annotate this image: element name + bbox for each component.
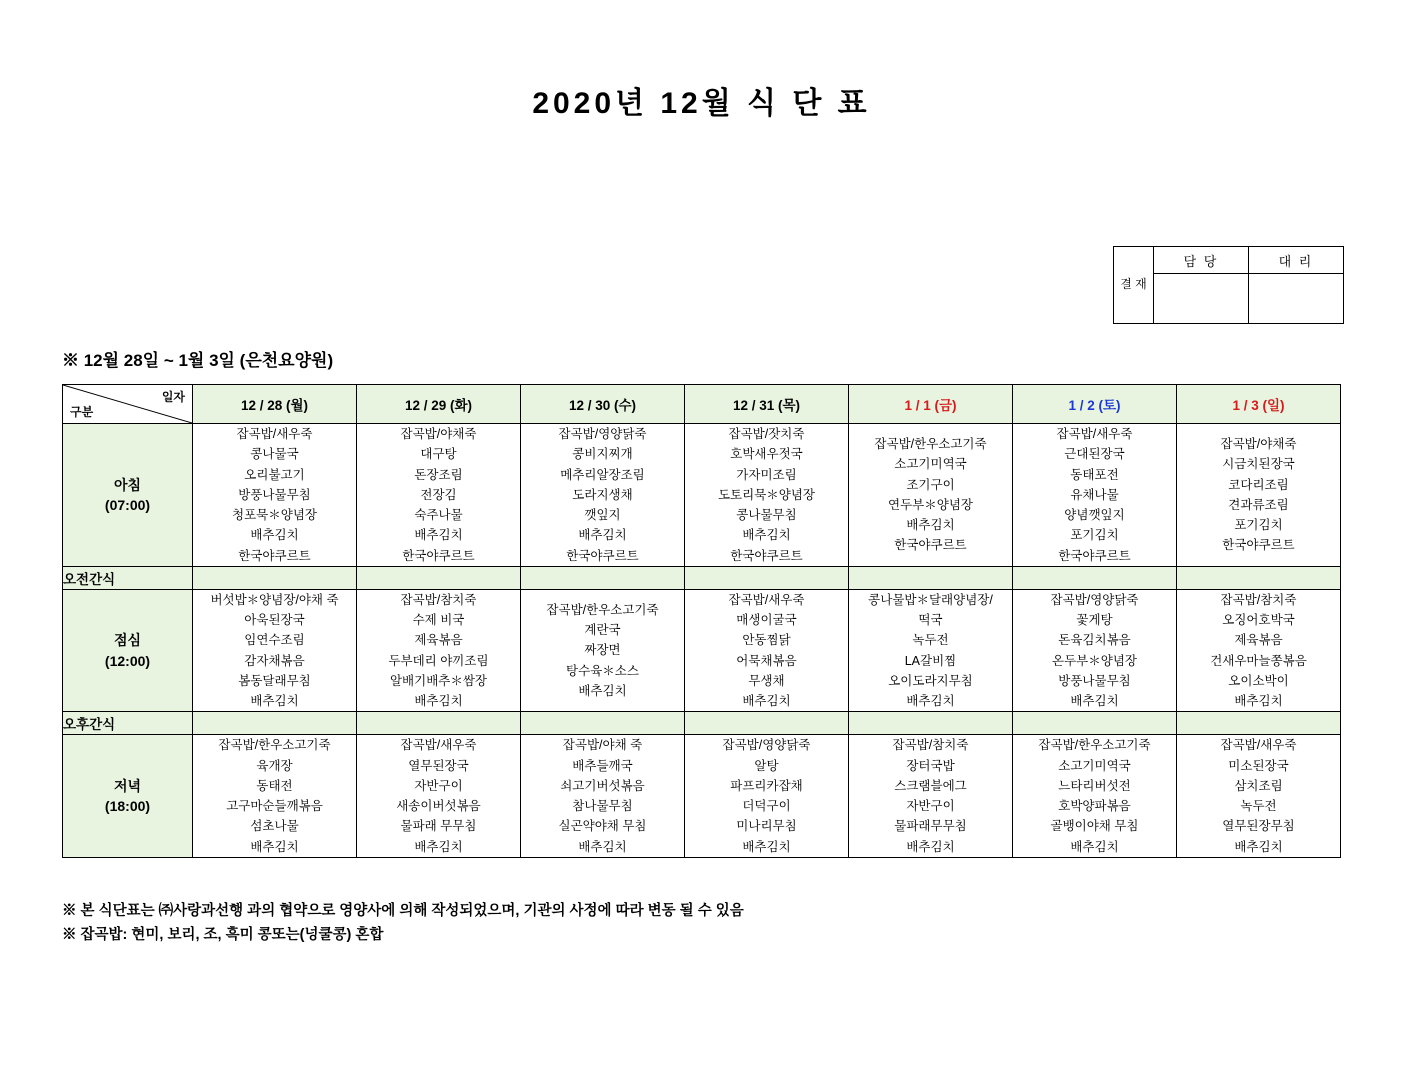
- menu-item: 잡곡밥/잣치죽: [728, 427, 805, 441]
- menu-cell: [1177, 735, 1341, 858]
- menu-item: 잡곡밥/한우소고기죽: [1038, 738, 1151, 753]
- week-range-label: ※ 12월 28일 ~ 1월 3일 (은천요양원): [62, 351, 334, 370]
- menu-cell: [849, 589, 1013, 712]
- menu-item: 콩나물밥＊달래양념장/: [868, 592, 993, 607]
- menu-item: 배추김치: [742, 839, 791, 854]
- menu-item: 조기구이: [906, 477, 955, 492]
- snack-cell: [521, 712, 685, 735]
- menu-item: 녹두전: [1240, 799, 1277, 813]
- menu-cell: [685, 589, 849, 712]
- menu-item: 유채나물: [1070, 487, 1119, 502]
- menu-item: 배추김치: [414, 839, 463, 854]
- menu-cell: [849, 735, 1013, 858]
- menu-cell: [521, 424, 685, 567]
- snack-cell: [521, 566, 685, 589]
- approval-column-header: 대 리: [1249, 247, 1343, 274]
- page-title: 2020년 12월 식 단 표: [532, 87, 871, 120]
- menu-item: 제육볶음: [414, 633, 463, 648]
- menu-item: 호박양파볶음: [1058, 799, 1131, 813]
- approval-signature-area[interactable]: [1249, 274, 1343, 323]
- menu-item: 잡곡밥/참치죽: [892, 738, 969, 753]
- menu-item: 새송이버섯볶음: [396, 799, 481, 813]
- menu-item: 포기김치: [1070, 528, 1119, 543]
- day-header-6: 1 / 3 (일): [1177, 385, 1341, 424]
- menu-item: 근대된장국: [1064, 447, 1125, 462]
- menu-item: 배추김치: [906, 839, 955, 854]
- menu-item: 배추김치: [1234, 694, 1283, 708]
- day-header-4: 1 / 1 (금): [849, 385, 1013, 424]
- menu-item: 한국야쿠르트: [566, 548, 639, 563]
- table-header-row: [63, 385, 1341, 424]
- menu-item: 한국야쿠르트: [1058, 548, 1131, 563]
- snack-row: [63, 712, 1341, 735]
- menu-item: 자반구이: [906, 799, 955, 813]
- menu-item: 숙주나물: [414, 508, 463, 522]
- menu-item: 오징어호박국: [1222, 613, 1295, 627]
- menu-item: 한국야쿠르트: [402, 548, 475, 563]
- menu-item: 잡곡밥/영양닭죽: [722, 738, 811, 753]
- menu-item: 미나리무침: [736, 819, 797, 834]
- menu-item: 잡곡밥/야채죽: [1220, 437, 1297, 452]
- menu-item: 제육볶음: [1234, 633, 1283, 648]
- table-body: [63, 424, 1341, 858]
- meal-time: (07:00): [104, 496, 151, 513]
- menu-cell: [521, 589, 685, 712]
- approval-column-deputy: [1248, 247, 1343, 323]
- menu-document-page: [0, 78, 1403, 1070]
- menu-item: 감자채볶음: [244, 653, 305, 668]
- menu-item: 무생채: [748, 673, 785, 688]
- menu-item: 배추김치: [742, 528, 791, 543]
- day-header-1: 12 / 29 (화): [357, 385, 521, 424]
- footnote-0: ※ 본 식단표는 ㈜사랑과선행 과의 협약으로 영양사에 의해 작성되었으며, 기관의 사정에 따라 변동 될 수 있음: [62, 903, 744, 919]
- menu-item: 두부데리 야끼조림: [388, 653, 489, 668]
- menu-item: 한국야쿠르트: [730, 548, 803, 563]
- meal-name: 저녁: [113, 777, 142, 794]
- approval-columns: [1154, 247, 1343, 323]
- meal-row-label: [63, 424, 193, 567]
- menu-item: 도라지생채: [572, 487, 633, 502]
- snack-cell: [1177, 566, 1341, 589]
- weekly-menu-table: [62, 384, 1341, 858]
- approval-signature-area[interactable]: [1154, 274, 1248, 323]
- menu-item: 어묵채볶음: [736, 653, 797, 668]
- menu-item: 매생이굴국: [736, 613, 797, 627]
- menu-item: 골뱅이야채 무침: [1050, 819, 1139, 834]
- day-header-0: 12 / 28 (월): [193, 385, 357, 424]
- menu-item: 잡곡밥/야채죽: [400, 427, 477, 441]
- menu-item: 가자미조림: [736, 467, 797, 482]
- menu-item: 도토리묵＊양념장: [717, 487, 816, 502]
- menu-item: 시금치된장국: [1222, 457, 1295, 472]
- menu-item: 잡곡밥/새우죽: [728, 592, 805, 607]
- menu-item: 녹두전: [912, 633, 949, 648]
- menu-item: 전장김: [420, 487, 457, 502]
- menu-item: 떡국: [918, 613, 943, 627]
- meal-row-label: [63, 735, 193, 858]
- menu-item: 아욱된장국: [244, 613, 305, 627]
- menu-cell: [685, 735, 849, 858]
- meal-row: [63, 589, 1341, 712]
- snack-row-label: 오전간식: [63, 566, 193, 589]
- menu-item: 코다리조림: [1228, 477, 1289, 492]
- menu-item: 수제 비국: [412, 613, 465, 627]
- menu-item: 섬초나물: [250, 819, 299, 834]
- menu-item: 한국야쿠르트: [894, 538, 967, 553]
- menu-item: 스크램블에그: [894, 778, 967, 793]
- menu-cell: [1013, 589, 1177, 712]
- menu-item: 소고기미역국: [1058, 758, 1131, 773]
- menu-item: 배추김치: [906, 694, 955, 708]
- menu-item: 배추김치: [250, 839, 299, 854]
- menu-item: 물파래 무무침: [400, 819, 477, 834]
- menu-item: 안동찜닭: [742, 633, 791, 648]
- menu-item: 한국야쿠르트: [1222, 538, 1295, 553]
- meal-row-label: [63, 589, 193, 712]
- approval-column-header: 담 당: [1154, 247, 1248, 274]
- menu-item: 잡곡밥/야채 죽: [562, 738, 643, 753]
- menu-item: 장터국밥: [906, 758, 955, 773]
- snack-cell: [849, 712, 1013, 735]
- menu-item: 꽃게탕: [1076, 613, 1113, 627]
- approval-label: 결 재: [1114, 247, 1154, 323]
- meal-name: 점심: [113, 632, 142, 649]
- meal-row: [63, 735, 1341, 858]
- snack-cell: [193, 566, 357, 589]
- menu-item: 계란국: [584, 623, 621, 638]
- menu-cell: [849, 424, 1013, 567]
- snack-cell: [1013, 566, 1177, 589]
- snack-row-label: 오후간식: [63, 712, 193, 735]
- menu-item: 콩비지찌개: [572, 447, 633, 462]
- menu-item: 잡곡밥/참치죽: [400, 592, 477, 607]
- day-header-5: 1 / 2 (토): [1013, 385, 1177, 424]
- menu-item: 열무된장국: [408, 758, 469, 773]
- menu-item: 육개장: [256, 758, 293, 773]
- menu-cell: [1177, 424, 1341, 567]
- menu-item: 오이소박이: [1228, 673, 1289, 688]
- snack-cell: [685, 566, 849, 589]
- menu-item: 동태포전: [1070, 467, 1119, 482]
- menu-item: 청포묵＊양념장: [232, 508, 317, 522]
- menu-item: 연두부＊양념장: [888, 497, 973, 512]
- menu-item: 실곤약야채 무침: [558, 819, 647, 834]
- menu-item: 배추김치: [578, 683, 627, 698]
- menu-item: 자반구이: [414, 778, 463, 793]
- menu-cell: [193, 589, 357, 712]
- menu-item: 배추김치: [578, 839, 627, 854]
- menu-item: 짜장면: [584, 643, 621, 658]
- menu-item: 더덕구이: [742, 799, 791, 813]
- snack-cell: [1013, 712, 1177, 735]
- menu-cell: [685, 424, 849, 567]
- menu-item: 온두부＊양념장: [1052, 653, 1137, 668]
- day-header-3: 12 / 31 (목): [685, 385, 849, 424]
- menu-item: 방풍나물무침: [238, 487, 311, 502]
- menu-item: 잡곡밥/한우소고기죽: [218, 738, 331, 753]
- menu-cell: [193, 424, 357, 567]
- snack-cell: [685, 712, 849, 735]
- menu-item: 배추김치: [1070, 839, 1119, 854]
- menu-item: 잡곡밥/영양닭죽: [558, 427, 647, 441]
- meal-row: [63, 424, 1341, 567]
- menu-item: 양념깻잎지: [1064, 508, 1125, 522]
- approval-box: [1113, 246, 1344, 324]
- menu-cell: [1177, 589, 1341, 712]
- snack-cell: [357, 566, 521, 589]
- menu-cell: [521, 735, 685, 858]
- menu-item: 파프리카잡채: [730, 778, 803, 793]
- meal-time: (18:00): [104, 798, 151, 814]
- menu-item: 잡곡밥/한우소고기죽: [546, 602, 659, 617]
- menu-item: 포기김치: [1234, 518, 1283, 533]
- approval-column-manager: [1154, 247, 1248, 323]
- menu-item: 견과류조림: [1228, 497, 1289, 512]
- menu-item: 건새우마늘쫑볶음: [1210, 653, 1307, 668]
- day-header-2: 12 / 30 (수): [521, 385, 685, 424]
- menu-item: 쇠고기버섯볶음: [560, 778, 645, 793]
- menu-item: 배추김치: [414, 528, 463, 543]
- menu-item: 고구마순들깨볶음: [226, 799, 323, 813]
- menu-item: 오리불고기: [244, 467, 305, 482]
- menu-item: 잡곡밥/영양닭죽: [1050, 592, 1139, 607]
- menu-item: 잡곡밥/한우소고기죽: [874, 437, 987, 452]
- corner-division-label: 구분: [70, 405, 94, 419]
- menu-item: 물파래무무침: [894, 819, 967, 834]
- menu-item: 소고기미역국: [894, 457, 967, 472]
- menu-item: 배추김치: [250, 694, 299, 708]
- menu-item: 참나물무침: [572, 799, 633, 813]
- menu-item: 호박새우젓국: [730, 447, 803, 462]
- menu-item: 메추리알장조림: [560, 467, 645, 482]
- menu-item: 잡곡밥/새우죽: [236, 427, 313, 441]
- menu-item: 잡곡밥/새우죽: [1220, 738, 1297, 753]
- menu-item: 삼치조림: [1234, 778, 1283, 793]
- menu-cell: [1013, 735, 1177, 858]
- menu-item: 돈육김치볶음: [1058, 633, 1131, 648]
- footnotes: [62, 900, 744, 948]
- menu-item: 배추김치: [250, 528, 299, 543]
- menu-item: 배추들깨국: [572, 758, 633, 773]
- menu-item: 배추김치: [1070, 694, 1119, 708]
- menu-item: 배추김치: [906, 518, 955, 533]
- menu-item: 대구탕: [420, 447, 457, 462]
- meal-time: (12:00): [104, 652, 151, 669]
- menu-cell: [357, 424, 521, 567]
- snack-cell: [1177, 712, 1341, 735]
- snack-cell: [193, 712, 357, 735]
- menu-item: 배추김치: [414, 694, 463, 708]
- menu-cell: [357, 735, 521, 858]
- menu-item: 열무된장무침: [1222, 819, 1295, 834]
- footnote-1: ※ 잡곡밥: 현미, 보리, 조, 흑미 콩또는(넝쿨콩) 혼합: [62, 926, 384, 943]
- corner-date-label: 일자: [161, 390, 185, 404]
- snack-cell: [849, 566, 1013, 589]
- menu-cell: [357, 589, 521, 712]
- menu-item: 알배기배추＊쌈장: [389, 673, 488, 688]
- meal-name: 아침: [113, 476, 142, 493]
- menu-cell: [193, 735, 357, 858]
- menu-item: 미소된장국: [1228, 758, 1289, 773]
- menu-item: 동태전: [256, 778, 293, 793]
- menu-item: 버섯밥＊양념장/야채 죽: [210, 592, 339, 607]
- menu-item: 잡곡밥/새우죽: [1056, 427, 1133, 441]
- menu-item: 봄동달래무침: [238, 673, 311, 688]
- menu-item: 돈장조림: [414, 467, 463, 482]
- menu-item: 임연수조림: [244, 633, 305, 648]
- menu-item: 잡곡밥/참치죽: [1220, 592, 1297, 607]
- snack-cell: [357, 712, 521, 735]
- menu-item: 탕수육＊소스: [566, 663, 639, 678]
- menu-item: 깻잎지: [584, 508, 621, 522]
- menu-item: 느타리버섯전: [1058, 778, 1131, 793]
- menu-item: 방풍나물무침: [1058, 673, 1131, 688]
- menu-item: 잡곡밥/새우죽: [400, 738, 477, 753]
- menu-item: 알탕: [754, 758, 779, 773]
- menu-item: 콩나물국: [250, 447, 299, 462]
- menu-cell: [1013, 424, 1177, 567]
- menu-item: 배추김치: [1234, 839, 1283, 854]
- menu-item: 오이도라지무침: [888, 673, 973, 688]
- menu-item: 콩나물무침: [736, 508, 797, 522]
- menu-item: 한국야쿠르트: [238, 548, 311, 563]
- menu-item: 배추김치: [742, 694, 791, 708]
- menu-item: 배추김치: [578, 528, 627, 543]
- table-corner-header: [63, 385, 193, 424]
- snack-row: [63, 566, 1341, 589]
- menu-item: LA갈비찜: [904, 653, 957, 668]
